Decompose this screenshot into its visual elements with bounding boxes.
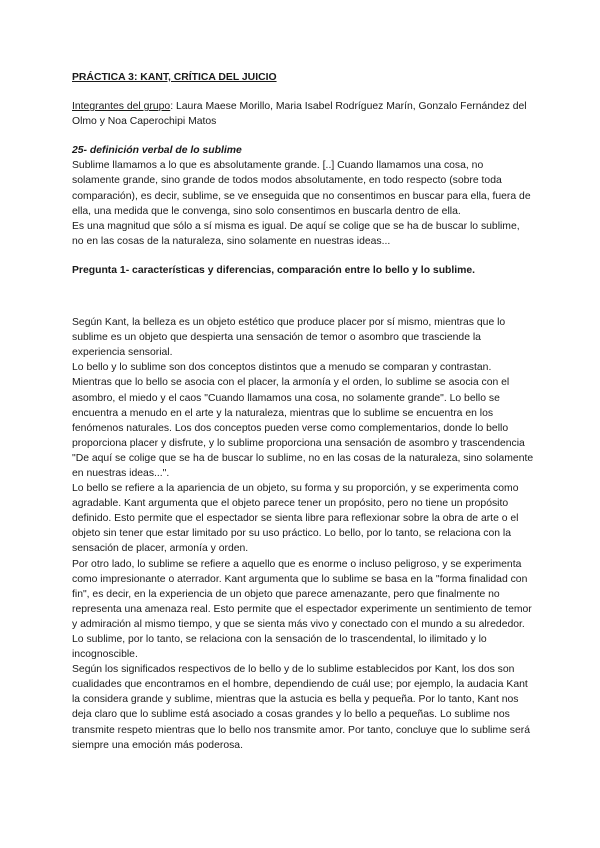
definition-paragraph: Sublime llamamos a lo que es absolutamente grande. [..] Cuando llamamos una cosa, no solamente grande, sino grande de todos modos absolutamente, en todo respecto (sobre toda comparación), es decir, sublime, se ve enseguida que no consentimos en buscar para ella, fuera de ella, una medida que le convenga, sino solo consentimos en buscarla dentro de ella. bbox=[72, 160, 531, 217]
members-label: Integrantes del grupo bbox=[72, 101, 171, 113]
members-names: : Laura Maese Morillo, Maria Isabel Rodríguez Marín, Gonzalo Fernández del Olmo y Noa Caperochipi Matos bbox=[72, 101, 527, 128]
group-members bbox=[72, 99, 534, 129]
answer-paragraph: Por otro lado, lo sublime se refiere a aquello que es enorme o incluso peligroso, y se experimenta como impresionante o aterrador. Kant argumenta que lo sublime se basa en la "forma finalidad con fin", es decir, en la experiencia de un objeto que parece amenazante, pero que finalmente no representa una amenaza real. Esto permite que el espectador experimente un sentimiento de temor y admiración al mismo tiempo, y que se sienta más vivo y conectado con el mundo a su alrededor. Lo sublime, por lo tanto, se relaciona con la sensación de lo trascendental, lo ilimitado y lo incognoscible. bbox=[72, 558, 532, 661]
definition-paragraph: Es una magnitud que sólo a sí misma es igual. De aquí se colige que se ha de buscar lo sublime, no en las cosas de la naturaleza, sino solamente en nuestras ideas... bbox=[72, 220, 520, 247]
question-heading: Pregunta 1- características y diferencias, comparación entre lo bello y lo sublime. bbox=[72, 264, 476, 276]
answer-paragraph: Lo bello se refiere a la apariencia de un objeto, su forma y su proporción, y se experimenta como agradable. Kant argumenta que el objeto parece tener un propósito, pero no tiene un propósito definido. Esto permite que el espectador se sienta libre para reflexionar sobre la obra de arte o el objeto sin tener que estar limitado por su uso práctico. Lo bello, por lo tanto, se relaciona con la sensación de placer, armonía y orden. bbox=[72, 483, 519, 555]
definition-heading: 25- definición verbal de lo sublime bbox=[72, 145, 242, 157]
answer-paragraph: Según los significados respectivos de lo bello y de lo sublime establecidos por Kant, los dos son cualidades que encontramos en el hombre, dependiendo de cuál use; por ejemplo, la audacia Kant la considera grande y sublime, mientras que la astucia es bella y pequeña. Por lo tanto, Kant nos deja claro que lo sublime está asociado a cosas grandes y lo bello a pequeñas. Lo sublime nos transmite respeto mientras que lo bello nos transmite amor. Por tanto, concluye que lo sublime será siempre una emoción más poderosa. bbox=[72, 664, 530, 751]
document-page bbox=[72, 70, 534, 753]
answer-body bbox=[72, 315, 534, 753]
answer-paragraph: Según Kant, la belleza es un objeto estético que produce placer por sí mismo, mientras que lo sublime es un objeto que despierta una sensación de temor o asombro que trasciende la experiencia sensorial. bbox=[72, 317, 506, 359]
answer-paragraph: Lo bello y lo sublime son dos conceptos distintos que a menudo se comparan y contrastan. Mientras que lo bello se asocia con el placer, la armonía y el orden, lo sublime se asocia con el asombro, el miedo y el caos "Cuando llamamos una cosa, no solamente grande". Lo bello se encuentra a menudo en el arte y la naturaleza, mientras que lo sublime se encuentra en los fenómenos naturales. Los dos conceptos pueden verse como complementarios, donde lo bello proporciona placer y disfrute, y lo sublime proporciona una sensación de asombro y trascendencia "De aquí se colige que se ha de buscar lo sublime, no en las cosas de la naturaleza, sino solamente en nuestras ideas...". bbox=[72, 362, 534, 479]
document-title: PRÁCTICA 3: KANT, CRÍTICA DEL JUICIO bbox=[72, 72, 277, 83]
